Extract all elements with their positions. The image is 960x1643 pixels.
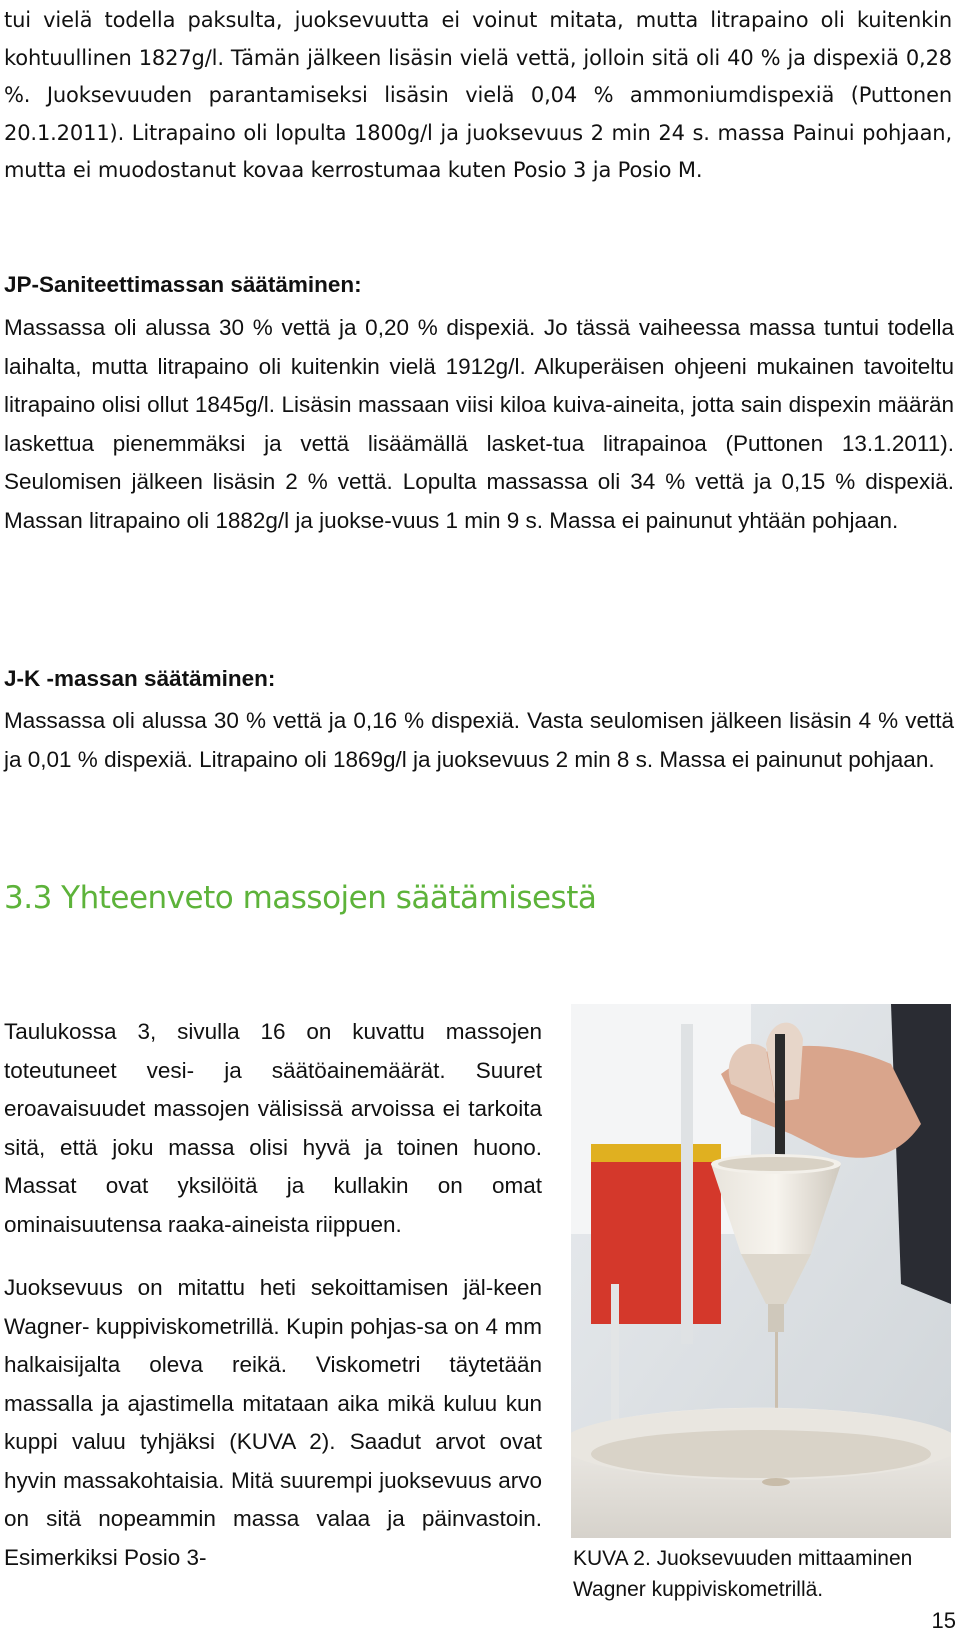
viscometer-photo xyxy=(571,1004,951,1538)
summary-paragraph-1: Taulukossa 3, sivulla 16 on kuvattu massojen toteutuneet vesi- ja säätöainemäärät. Suuret eroavaisuudet massojen välisissä arvoissa ei tarkoita sitä, että joku massa olisi hyvä ja toinen huono. Massat ovat yksilöitä ja kullakin on omat ominaisuutensa raaka-aineista riippuen. xyxy=(4,1019,542,1237)
jp-section-paragraph: Massassa oli alussa 30 % vettä ja 0,20 % dispexiä. Jo tässä vaiheessa massa tuntui todella laihalta, mutta litrapaino oli kuitenkin vielä 1912g/l. Alkuperäisen ohjeeni mukainen tavoiteltu litrapaino olisi ollut 1845g/l. Lisäsin massaan viisi kiloa kuiva-aineita, jotta sain dispexin määrän laskettua pienemmäksi ja vettä lisäämällä lasket-tua litrapainoa (Puttonen 13.1.2011). Seulomisen jälkeen lisäsin 2 % vettä. Lopulta massassa oli 34 % vettä ja 0,15 % dispexiä. Massan litrapaino oli 1882g/l ja juokse-vuus 1 min 9 s. Massa ei painunut yhtään pohjaan. xyxy=(4,315,954,533)
page-number: 15 xyxy=(931,1608,956,1633)
jk-section-paragraph: Massassa oli alussa 30 % vettä ja 0,16 % dispexiä. Vasta seulomisen jälkeen lisäsin 4 % vettä ja 0,01 % dispexiä. Litrapaino oli 1869g/l ja juoksevuus 2 min 8 s. Massa ei painunut pohjaan. xyxy=(4,708,954,772)
jk-section-heading: J-K -massan säätäminen: xyxy=(4,666,276,691)
section-3-3-heading: 3.3 Yhteenveto massojen säätämisestä xyxy=(4,880,597,916)
summary-paragraph-2: Juoksevuus on mitattu heti sekoittamisen jäl-keen Wagner- kuppiviskometrillä. Kupin pohjas-sa on 4 mm halkaisijalta oleva reikä. Viskometri täytetään massalla ja ajastimella mitataan aika mikä kuluu kun kuppi valuu tyhjäksi (KUVA 2). Saadut arvot ovat hyvin massakohtaisia. Mitä suurempi juoksevuus arvo on sitä nopeammin massa valaa ja päinvastoin. Esimerkiksi Posio 3- xyxy=(4,1275,542,1570)
jp-section-heading: JP-Saniteettimassan säätäminen: xyxy=(4,272,362,297)
figure-caption: KUVA 2. Juoksevuuden mittaaminen Wagner kuppiviskometrillä. xyxy=(573,1547,913,1601)
top-paragraph: tui vielä todella paksulta, juoksevuutta ei voinut mitata, mutta litrapaino oli kuitenkin kohtuullinen 1827g/l. Tämän jälkeen lisäsin vielä vettä, jolloin sitä oli 40 % ja dispexiä 0,28 %. Juoksevuuden parantamiseksi lisäsin vielä 0,04 % ammoniumdispexiä (Puttonen 20.1.2011). Litrapaino oli lopulta 1800g/l ja juoksevuus 2 min 24 s. massa Painui pohjaan, mutta ei muodostanut kovaa kerrostumaa kuten Posio 3 ja Posio M. xyxy=(4,8,952,182)
